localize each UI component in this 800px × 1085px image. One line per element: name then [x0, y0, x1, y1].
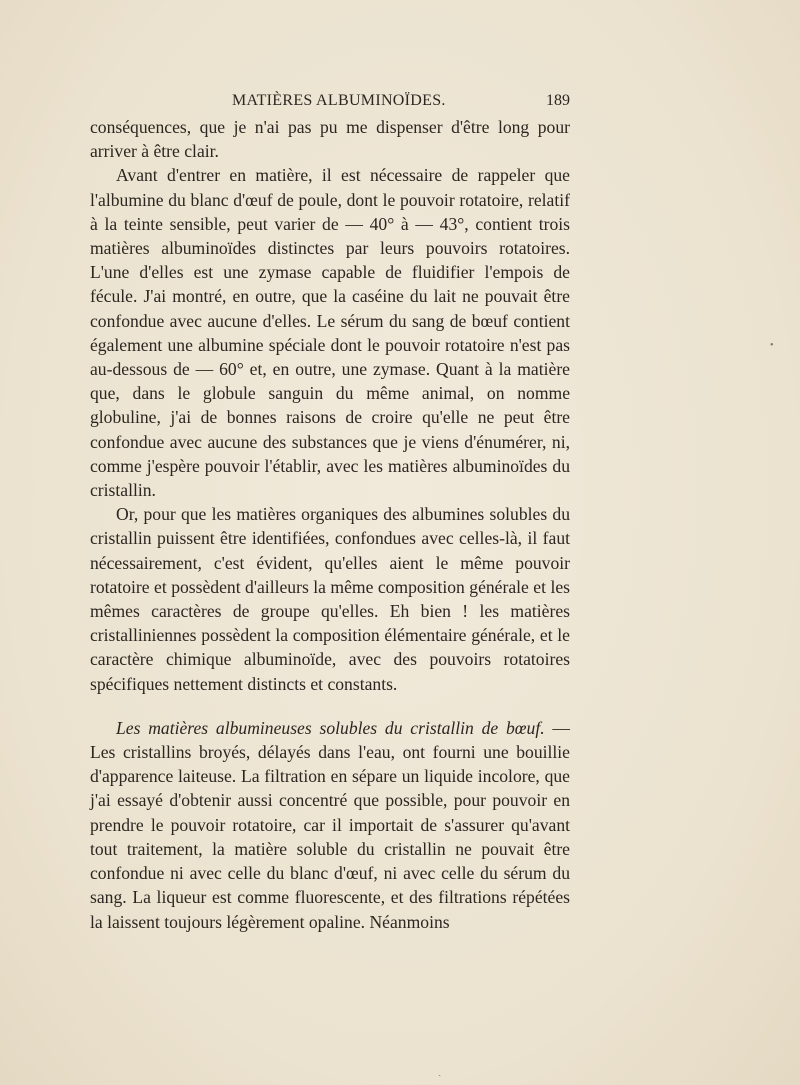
section-title: Les matières albumineuses solubles du cristallin de bœuf. [116, 717, 545, 738]
paper-speck: ˎ [438, 1066, 442, 1077]
paragraph-cristallin: Or, pour que les matières organiques des albumines solubles du cristallin puissent être identifiées, confondues avec celles-là, il faut nécessairement, c'est évident, qu'elles aient le même pouvoir rotatoire et possèdent d'ailleurs la même composition générale et les mêmes caractères de groupe qu'elles. Eh bien ! les matières cristalliniennes possèdent la composition élémentaire générale, et le caractère chimique albuminoïde, avec des pouvoirs rotatoires spécifiques nettement distincts et constants. [90, 504, 570, 694]
section-dash: — [544, 717, 570, 738]
paragraph-continuation: conséquences, que je n'ai pas pu me dispenser d'être long pour arriver à être clair. [90, 117, 570, 162]
page-number: 189 [546, 92, 570, 109]
running-title: MATIÈRES ALBUMINOÏDES. [232, 92, 446, 109]
section-paragraph [90, 716, 570, 934]
page-header [90, 92, 570, 114]
body-text [90, 115, 570, 934]
section-body: Les cristallins broyés, délayés dans l'eau, ont fourni une bouillie d'apparence laiteuse. La filtration en sépare un liquide incolore, que j'ai essayé d'obtenir aussi concentré que possible, pour pouvoir en prendre le pouvoir rotatoire, car il importait de s'assurer qu'avant tout traitement, la matière soluble du cristallin ne pouvait être confondue ni avec celle du blanc d'œuf, ni avec celle du sérum du sang. La liqueur est comme fluorescente, et des filtrations répétées la laissent toujours légèrement opaline. Néanmoins [90, 742, 570, 932]
paragraph-albumine: Avant d'entrer en matière, il est nécessaire de rappeler que l'albumine du blanc d'œuf de poule, dont le pouvoir rotatoire, relatif à la teinte sensible, peut varier de — 40° à — 43°, contient trois matières albuminoïdes distinctes par leurs pouvoirs rotatoires. L'une d'elles est une zymase capable de fluidifier l'empois de fécule. J'ai montré, en outre, que la caséine du lait ne pouvait être confondue avec aucune d'elles. Le sérum du sang de bœuf contient également une albumine spéciale dont le pouvoir rotatoire n'est pas au-dessous de — 60° et, en outre, une zymase. Quant à la matière que, dans le globule sanguin du même animal, on nomme globuline, j'ai de bonnes raisons de croire qu'elle ne peut être confondue avec aucune des substances que je viens d'énumérer, ni, comme j'espère pouvoir l'établir, avec les matières albuminoïdes du cristallin. [90, 165, 570, 501]
paper-speck: • [770, 340, 774, 351]
